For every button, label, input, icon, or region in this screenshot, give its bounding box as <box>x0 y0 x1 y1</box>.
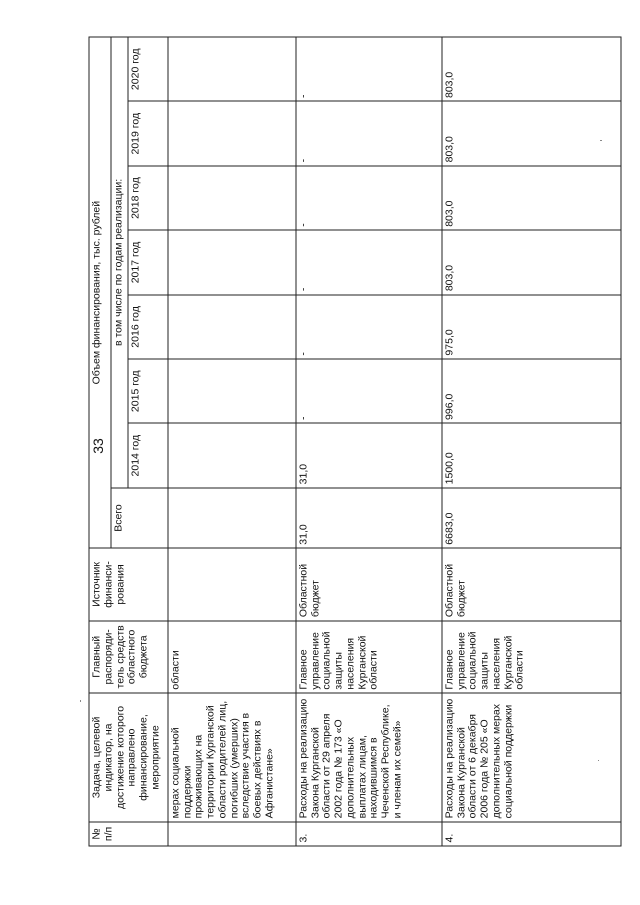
table-row <box>168 37 296 846</box>
row-num <box>168 822 296 846</box>
page-number: 33 <box>89 438 106 454</box>
row-rasp: Главное управление социальной защиты населения Курганской области <box>442 621 621 693</box>
table-row <box>296 37 442 846</box>
header-by-years: в том числе по годам реализации: <box>111 37 128 488</box>
row-task: мерах социальной поддержки проживающих на территории Курганской области родителей лиц, погибших (умерших) вследствие участия в боевых действиях в Афганистане» <box>168 693 296 822</box>
header-year: 2020 год <box>128 37 168 102</box>
row-year-value: - <box>296 359 442 423</box>
scan-speck <box>600 140 602 141</box>
row-num: 3. <box>296 822 442 846</box>
header-volume: Объем финансирования, тыс. рублей <box>89 37 111 548</box>
row-year-value: 803,0 <box>442 230 621 294</box>
row-num: 4. <box>442 822 621 846</box>
header-year: 2014 год <box>128 423 168 487</box>
row-year-value: 803,0 <box>442 166 621 230</box>
rotated-sheet <box>88 37 621 847</box>
row-year-value: - <box>296 37 442 102</box>
row-source: Областной бюджет <box>296 548 442 620</box>
row-source: Областной бюджет <box>442 548 621 620</box>
financing-table <box>89 37 622 847</box>
header-year: 2015 год <box>128 359 168 423</box>
row-year-value: - <box>296 295 442 359</box>
row-year-value <box>168 359 296 423</box>
row-year-value <box>168 295 296 359</box>
row-year-value <box>168 37 296 102</box>
row-total: 6683,0 <box>442 488 621 548</box>
header-year: 2017 год <box>128 230 168 294</box>
header-year: 2016 год <box>128 295 168 359</box>
row-year-value: - <box>296 166 442 230</box>
row-year-value: 803,0 <box>442 37 621 102</box>
header-year: 2018 год <box>128 166 168 230</box>
row-year-value: - <box>296 102 442 166</box>
header-year: 2019 год <box>128 102 168 166</box>
row-year-value: 31,0 <box>296 423 442 487</box>
row-year-value <box>168 166 296 230</box>
row-year-value: 996,0 <box>442 359 621 423</box>
row-rasp: Главное управление социальной защиты населения Курганской области <box>296 621 442 693</box>
row-source <box>168 548 296 620</box>
row-rasp: области <box>168 621 296 693</box>
header-total: Всего <box>111 488 168 548</box>
scan-speck <box>598 760 599 761</box>
row-total: 31,0 <box>296 488 442 548</box>
row-year-value: - <box>296 230 442 294</box>
table-rotator <box>89 37 622 847</box>
row-year-value <box>168 102 296 166</box>
row-task: Расходы на реализацию Закона Курганской области от 6 декабря 2006 года № 205 «О дополнительных мерах социальной поддержки <box>442 693 621 822</box>
header-task: Задача, целевой индикатор, на достижение которого направлено финансирование, мероприятие <box>89 693 168 822</box>
row-year-value <box>168 423 296 487</box>
header-source: Источник финанси-рования <box>89 548 168 620</box>
row-year-value: 1500,0 <box>442 423 621 487</box>
row-year-value: 975,0 <box>442 295 621 359</box>
row-total <box>168 488 296 548</box>
header-rasp: Главный распоряди-тель средств областного бюджета <box>89 621 168 693</box>
row-task: Расходы на реализацию Закона Курганской области от 29 апреля 2002 года № 173 «О дополнительных выплатах лицам, находившимся в Чеченской Республике, и членам их семей» <box>296 693 442 822</box>
header-num: № п/п <box>89 822 168 846</box>
table-row <box>442 37 621 846</box>
row-year-value <box>168 230 296 294</box>
row-year-value: 803,0 <box>442 102 621 166</box>
scan-speck <box>80 700 81 702</box>
